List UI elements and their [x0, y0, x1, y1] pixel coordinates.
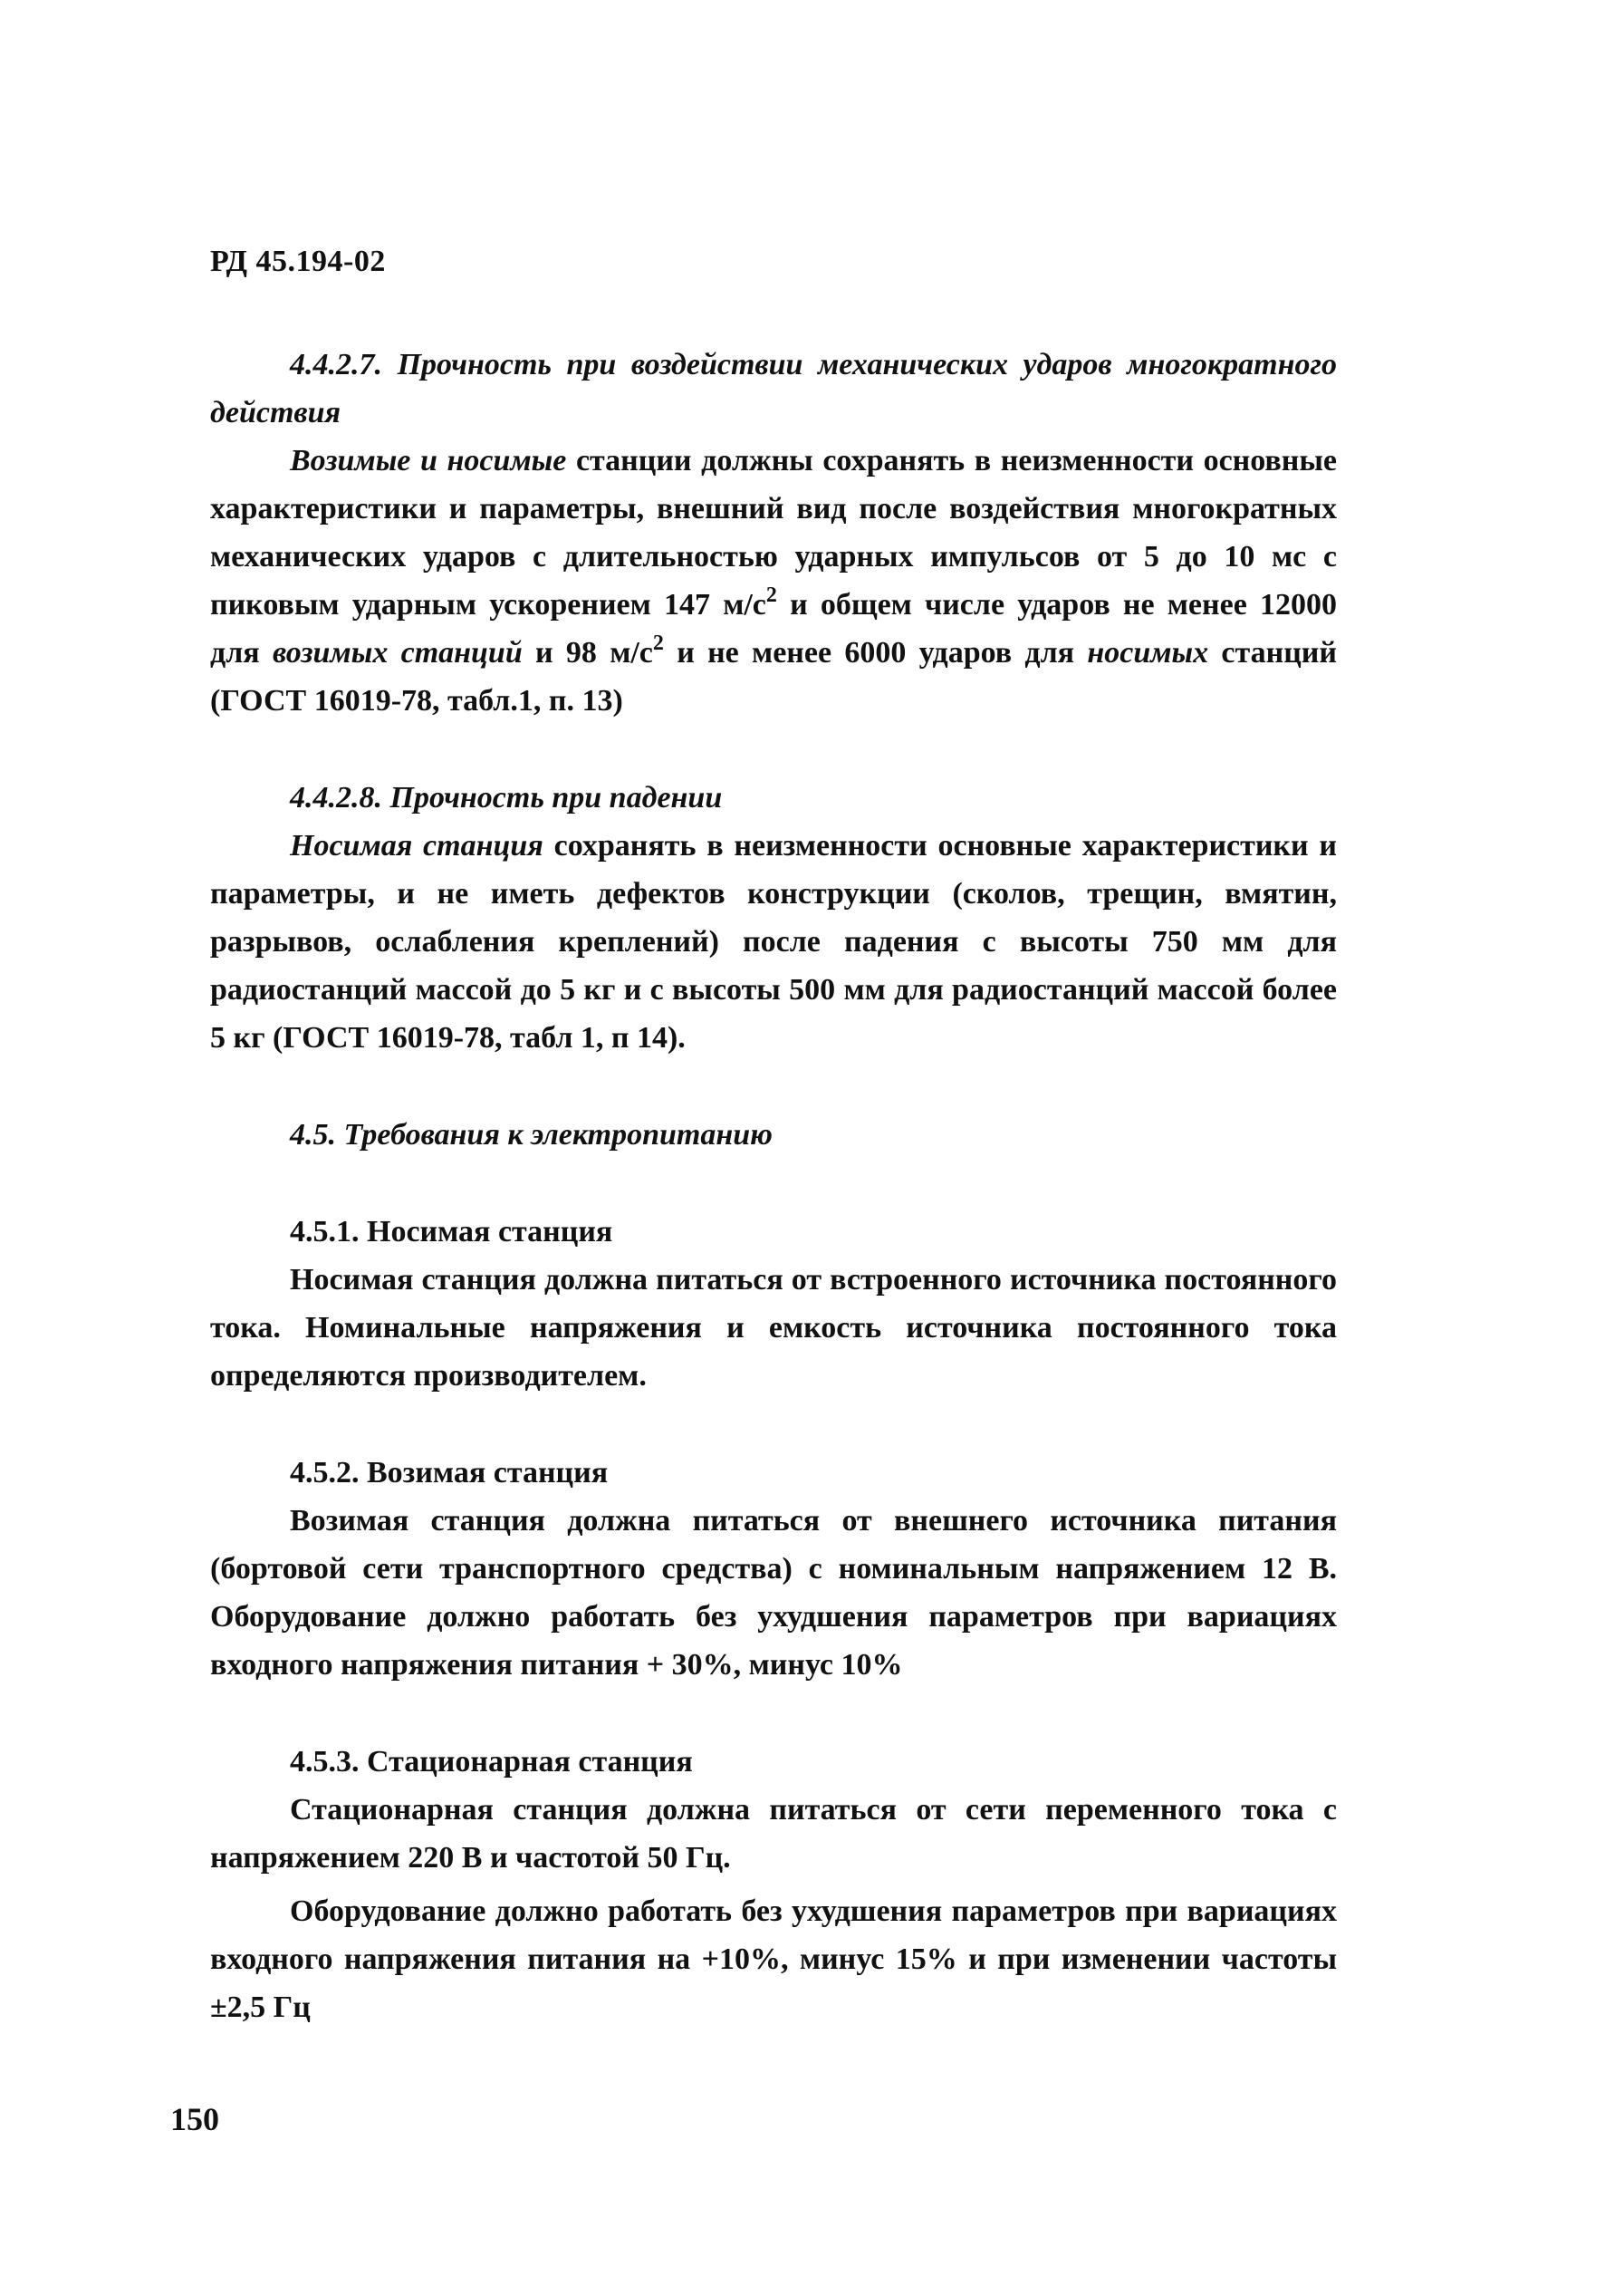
- section-4-5-1-paragraph: Носимая станция должна питаться от встроенного источника постоянного тока. Номинальные напряжения и емкость источника постоянного тока определяются производителем.: [210, 1263, 1337, 1393]
- emphasis-text: Возимые и носимые: [290, 444, 567, 477]
- section-4-5-3-paragraph-1: Стационарная станция должна питаться от сети переменного тока с напряжением 220 В и частотой 50 Гц.: [210, 1793, 1337, 1875]
- paragraph-text: станции должны сохранять в неизменности основные характеристики и параметры, внешний вид после воздействия многократных механических ударов с длительностью ударных импульсов от 5 до 10 мс с пиковым ударным ускорением 147 м/с: [210, 444, 1337, 622]
- page-content: [210, 341, 1337, 2031]
- section-4-5-1-heading: 4.5.1. Носимая станция: [290, 1215, 613, 1248]
- paragraph-text: сохранять в неизменности основные характеристики и параметры, и не иметь дефектов конструкции (сколов, трещин, вмятин, разрывов, ослабления креплений) после падения с высоты 750 мм для радиостанций массой до 5 кг и с высоты 500 мм для радиостанций массой более 5 кг (ГОСТ 16019-78, табл 1, п 14).: [210, 829, 1338, 1055]
- document-code-header: РД 45.194-02: [210, 245, 386, 278]
- emphasis-text: возимых станций: [272, 636, 523, 670]
- paragraph-text: и не менее 6000 ударов для: [663, 636, 1088, 670]
- paragraph-text: и 98 м/с: [522, 636, 653, 670]
- section-4-5-3-heading: 4.5.3. Стационарная станция: [290, 1745, 693, 1779]
- page-number: 150: [170, 2101, 219, 2137]
- section-4-4-2-8-paragraph: [210, 822, 1337, 1062]
- section-4-4-2-7-heading: 4.4.2.7. Прочность при воздействии механических ударов многократного действия: [210, 348, 1337, 429]
- paragraph-text: станций (ГОСТ 16019-78, табл.1, п. 13): [210, 636, 1337, 718]
- section-4-5-2-paragraph: Возимая станция должна питаться от внешнего источника питания (бортовой сети транспортного средства) с номинальным напряжением 12 В. Оборудование должно работать без ухудшения параметров при вариациях входного напряжения питания + 30%, минус 10%: [210, 1504, 1337, 1682]
- paragraph-text: и общем числе ударов не менее 12000 для: [210, 588, 1337, 670]
- emphasis-text: носимых: [1087, 636, 1209, 670]
- section-4-5-heading: 4.5. Требования к электропитанию: [290, 1118, 773, 1152]
- emphasis-text: Носимая станция: [290, 829, 543, 863]
- superscript: 2: [765, 583, 777, 607]
- superscript: 2: [652, 631, 664, 655]
- section-4-5-2-heading: 4.5.2. Возимая станция: [290, 1456, 609, 1489]
- section-4-4-2-7-paragraph: [210, 437, 1337, 725]
- section-4-5-3-paragraph-2: Оборудование должно работать без ухудшения параметров при вариациях входного напряжения питания на +10%, минус 15% и при изменении частоты ±2,5 Гц: [210, 1894, 1337, 2024]
- section-4-4-2-8-heading: 4.4.2.8. Прочность при падении: [290, 781, 723, 815]
